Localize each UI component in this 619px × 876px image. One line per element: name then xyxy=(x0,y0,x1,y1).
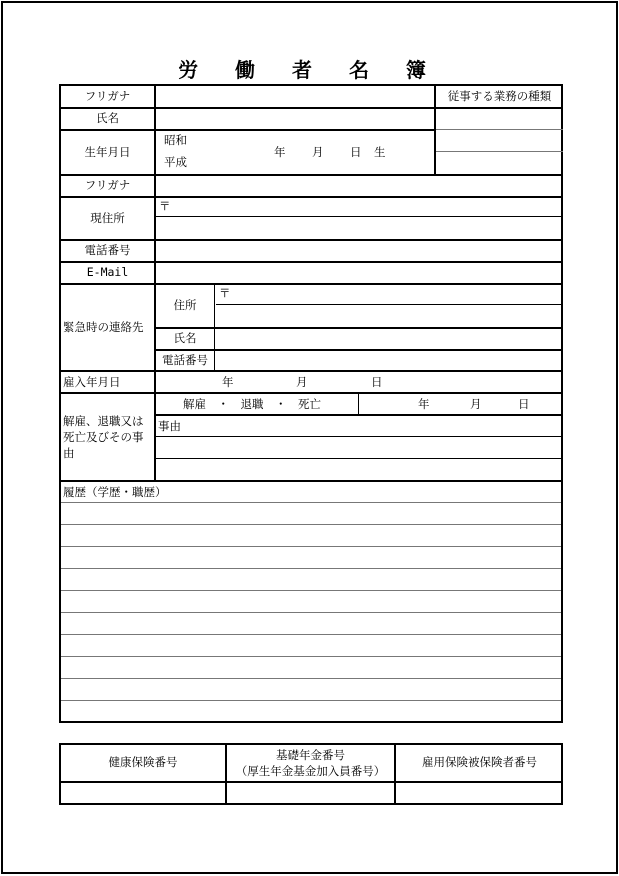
birth-month-unit: 月 xyxy=(312,145,324,159)
label-birthdate: 生年月日 xyxy=(84,145,131,159)
dismissal-day-unit: 日 xyxy=(518,397,530,411)
emergency-address-sub-line xyxy=(216,304,563,305)
page-title: 労 働 者 名 簿 xyxy=(178,58,441,82)
label-emergency-phone: 電話番号 xyxy=(162,353,208,367)
dismissal-month-unit: 月 xyxy=(470,397,482,411)
dismissal-options: 解雇 ・ 退職 ・ 死亡 xyxy=(183,397,321,411)
label-pension-fund-number: （厚生年金基金加入員番号） xyxy=(235,764,386,778)
row-border xyxy=(59,261,563,263)
row-border xyxy=(59,239,563,241)
row-border xyxy=(59,107,436,109)
label-name: 氏名 xyxy=(96,111,119,125)
hire-month-unit: 月 xyxy=(296,375,308,389)
insurance-divider xyxy=(394,743,396,805)
label-emergency-address: 住所 xyxy=(173,298,197,312)
history-line xyxy=(61,612,561,613)
job-type-line xyxy=(436,129,563,130)
history-top-border xyxy=(59,480,563,482)
row-border xyxy=(59,370,563,372)
label-employment-insurance-number: 雇用保険被保険者番号 xyxy=(422,755,537,769)
label-history: 履歴（学歴・職歴） xyxy=(63,485,167,499)
label-health-insurance-number: 健康保険番号 xyxy=(108,755,178,769)
history-line xyxy=(61,678,561,679)
emergency-postal-mark: 〒 xyxy=(219,286,231,300)
label-address: 現住所 xyxy=(90,211,125,225)
birth-year-unit: 年 xyxy=(274,145,286,159)
label-emergency-contact: 緊急時の連絡先 xyxy=(63,320,144,334)
row-border xyxy=(156,349,563,351)
history-line xyxy=(61,590,561,591)
history-line xyxy=(61,502,561,503)
dismissal-reason-label: 事由 xyxy=(158,419,181,433)
label-job-type: 従事する業務の種類 xyxy=(447,89,552,103)
history-line xyxy=(61,656,561,657)
row-border xyxy=(59,196,563,198)
birth-day-unit: 日 xyxy=(350,145,362,159)
label-hire-date: 雇入年月日 xyxy=(63,375,121,389)
birth-era-showa: 昭和 xyxy=(164,133,187,147)
history-line xyxy=(61,524,561,525)
hire-day-unit: 日 xyxy=(371,375,383,389)
job-type-line xyxy=(436,151,563,152)
row-border xyxy=(59,283,563,285)
dismissal-year-unit: 年 xyxy=(418,397,430,411)
history-line xyxy=(61,634,561,635)
history-line xyxy=(61,700,561,701)
row-border xyxy=(59,129,436,131)
address-postal-mark: 〒 xyxy=(159,199,171,213)
label-email: E-Mail xyxy=(86,265,129,279)
reason-line xyxy=(156,458,563,459)
row-border xyxy=(59,174,563,176)
birth-era-heisei: 平成 xyxy=(164,155,187,169)
hire-year-unit: 年 xyxy=(222,375,234,389)
dismissal-date-divider xyxy=(358,393,359,415)
birth-born-label: 生 xyxy=(374,145,386,159)
history-line xyxy=(61,546,561,547)
label-furigana-2: フリガナ xyxy=(84,178,131,192)
label-dismissal-line3: 由 xyxy=(63,446,75,460)
history-line xyxy=(61,568,561,569)
address-sub-line xyxy=(156,216,563,217)
row-border xyxy=(156,327,563,329)
label-dismissal-line1: 解雇、退職又は xyxy=(63,414,144,428)
row-border xyxy=(156,414,563,416)
reason-line xyxy=(156,436,563,437)
job-type-header-border xyxy=(434,107,563,109)
label-furigana: フリガナ xyxy=(84,89,131,103)
row-border xyxy=(59,392,563,394)
insurance-header-border xyxy=(59,781,563,783)
label-phone: 電話番号 xyxy=(84,243,131,257)
label-pension-number: 基礎年金番号 xyxy=(276,748,345,762)
label-emergency-name: 氏名 xyxy=(173,331,197,345)
label-dismissal-line2: 死亡及びその事 xyxy=(63,430,144,444)
